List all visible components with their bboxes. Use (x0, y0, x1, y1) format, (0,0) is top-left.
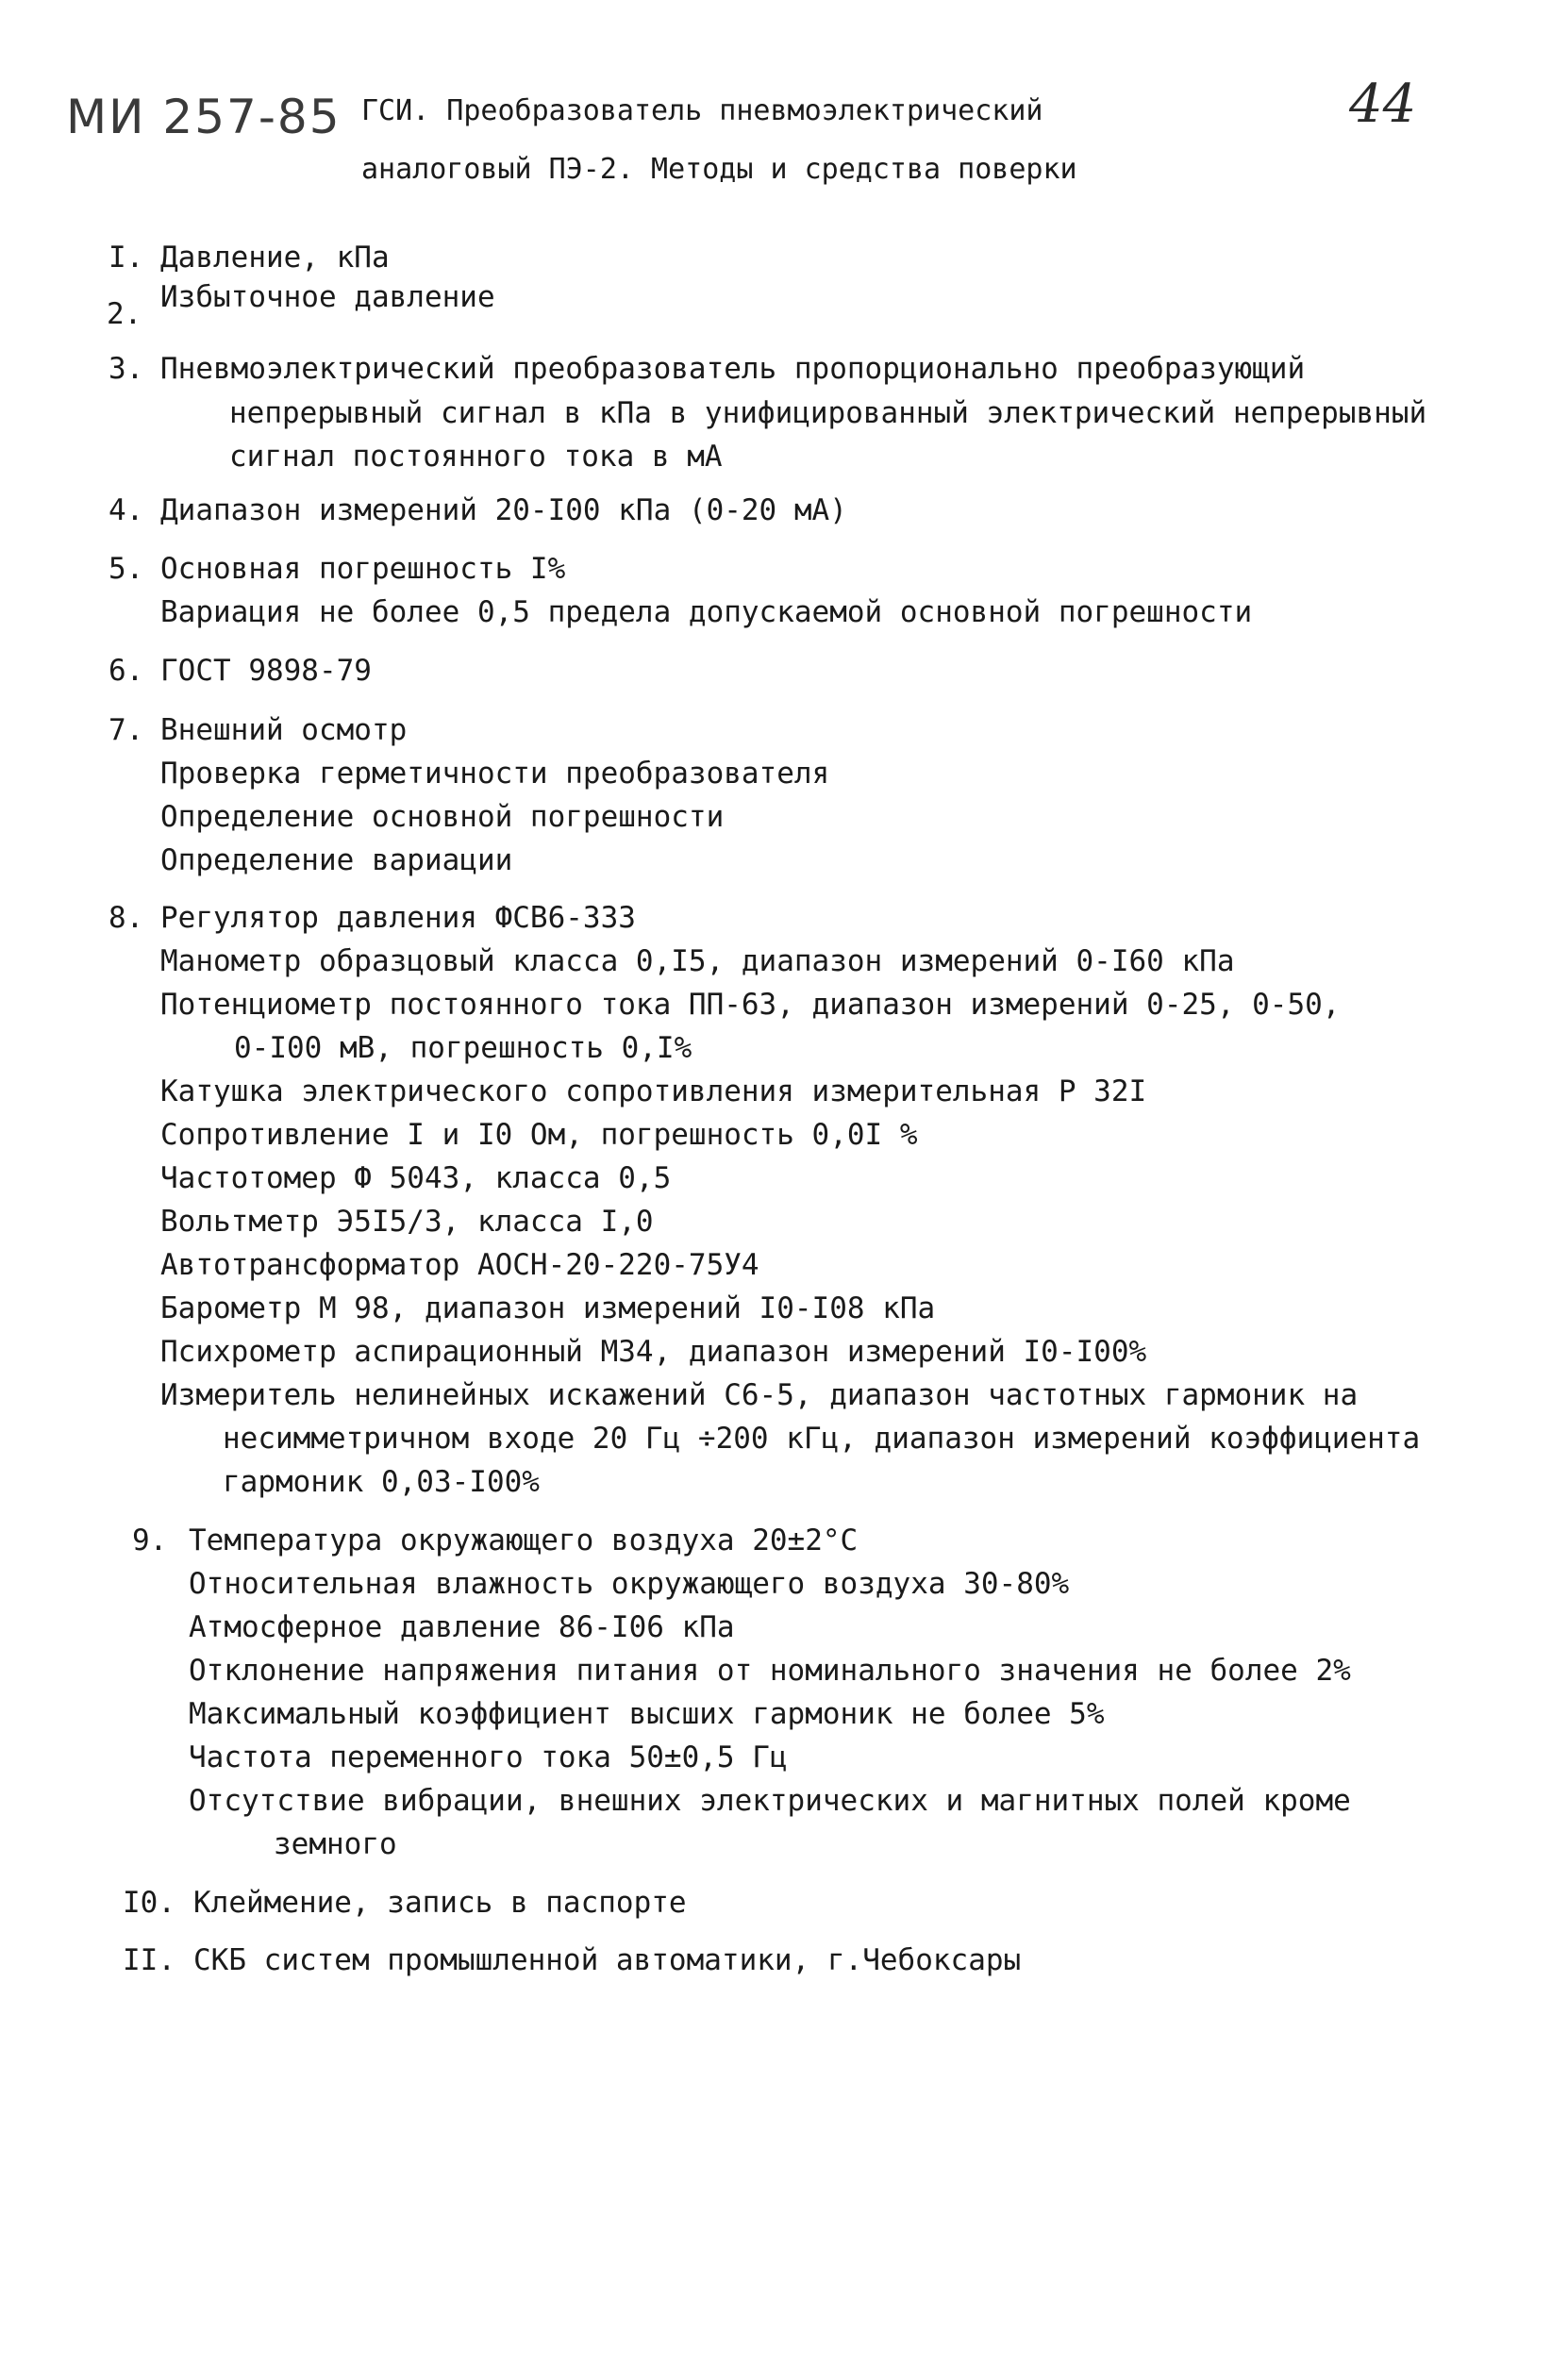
item-number: I. (108, 241, 144, 275)
item-text-line: Пневмоэлектрический преобразователь пропорционально преобразующий (160, 352, 1306, 386)
item-number: 4. (108, 493, 144, 527)
item-number: 3. (108, 352, 144, 386)
item-text-line: Клеймение, запись в паспорте (193, 1886, 687, 1920)
item-text-line: Максимальный коэффициент высших гармоник не более 5% (189, 1697, 1105, 1731)
item-text-line: Проверка герметичности преобразователя (160, 757, 830, 791)
item-text-line: Основная погрешность I% (160, 552, 566, 586)
item-text-line: сигнал постоянного тока в мА (229, 440, 723, 474)
page-number: 44 (1349, 74, 1417, 135)
item-text-line: гармоник 0,03-I00% (223, 1465, 540, 1499)
item-text-line: Вольтметр Э5I5/3, класса I,0 (160, 1205, 654, 1239)
item-text-line: Внешний осмотр (160, 713, 408, 747)
document-code: МИ 257-85 (66, 90, 342, 144)
item-text-line: земного (274, 1827, 397, 1861)
document-title-line-1: ГСИ. Преобразователь пневмоэлектрический (361, 94, 1043, 127)
document-title-line-2: аналоговый ПЭ-2. Методы и средства поверки (361, 153, 1077, 186)
item-text-line: Частотомер Ф 5043, класса 0,5 (160, 1161, 672, 1195)
item-text-line: Манометр образцовый класса 0,I5, диапазон измерений 0-I60 кПа (160, 944, 1235, 978)
item-text-line: 0-I00 мВ, погрешность 0,I% (234, 1031, 692, 1065)
item-text-line: Катушка электрического сопротивления измерительная Р 32I (160, 1074, 1147, 1108)
item-number: 7. (108, 713, 144, 747)
item-text-line: Отклонение напряжения питания от номинального значения не более 2% (189, 1654, 1351, 1688)
item-text-line: Регулятор давления ФСВ6-333 (160, 901, 636, 935)
item-number: 6. (108, 654, 144, 688)
item-text-line: Сопротивление I и I0 Ом, погрешность 0,0I % (160, 1118, 918, 1152)
item-text-line: Температура окружающего воздуха 20±2°C (189, 1524, 859, 1557)
item-text-line: Давление, кПа (160, 241, 390, 275)
item-number: 5. (108, 552, 144, 586)
item-text-line: Определение вариации (160, 843, 513, 877)
item-text-line: непрерывный сигнал в кПа в унифицированный электрический непрерывный (229, 396, 1427, 430)
item-number: 8. (108, 901, 144, 935)
item-text-line: Отсутствие вибрации, внешних электрических и магнитных полей кроме (189, 1784, 1351, 1818)
item-text-line: Частота переменного тока 50±0,5 Гц (189, 1740, 788, 1774)
item-text-line: Вариация не более 0,5 предела допускаемой основной погрешности (160, 595, 1253, 629)
item-text-line: Определение основной погрешности (160, 800, 725, 834)
item-text-line: Психрометр аспирационный М34, диапазон измерений I0-I00% (160, 1335, 1147, 1369)
item-text-line: Потенциометр постоянного тока ПП-63, диапазон измерений 0-25, 0-50, (160, 988, 1341, 1022)
item-text-line: Атмосферное давление 86-I06 кПа (189, 1610, 735, 1644)
item-text-line: СКБ систем промышленной автоматики, г.Чебоксары (193, 1943, 1022, 1977)
item-text-line: Относительная влажность окружающего воздуха 30-80% (189, 1567, 1070, 1601)
item-text-line: Барометр М 98, диапазон измерений I0-I08 кПа (160, 1291, 936, 1325)
item-text-line: Измеритель нелинейных искажений С6-5, диапазон частотных гармоник на (160, 1378, 1359, 1412)
item-number: 9. (132, 1524, 168, 1557)
item-number: 2. (107, 297, 142, 331)
item-text-line: Избыточное давление (160, 280, 495, 314)
item-text-line: Автотрансформатор АОСН-20-220-75У4 (160, 1248, 759, 1282)
item-number: I0. (123, 1886, 175, 1920)
item-text-line: ГОСТ 9898-79 (160, 654, 372, 688)
item-text-line: Диапазон измерений 20-I00 кПа (0-20 мА) (160, 493, 847, 527)
item-number: II. (123, 1943, 175, 1977)
item-text-line: несимметричном входе 20 Гц ÷200 кГц, диапазон измерений коэффициента (223, 1422, 1421, 1456)
